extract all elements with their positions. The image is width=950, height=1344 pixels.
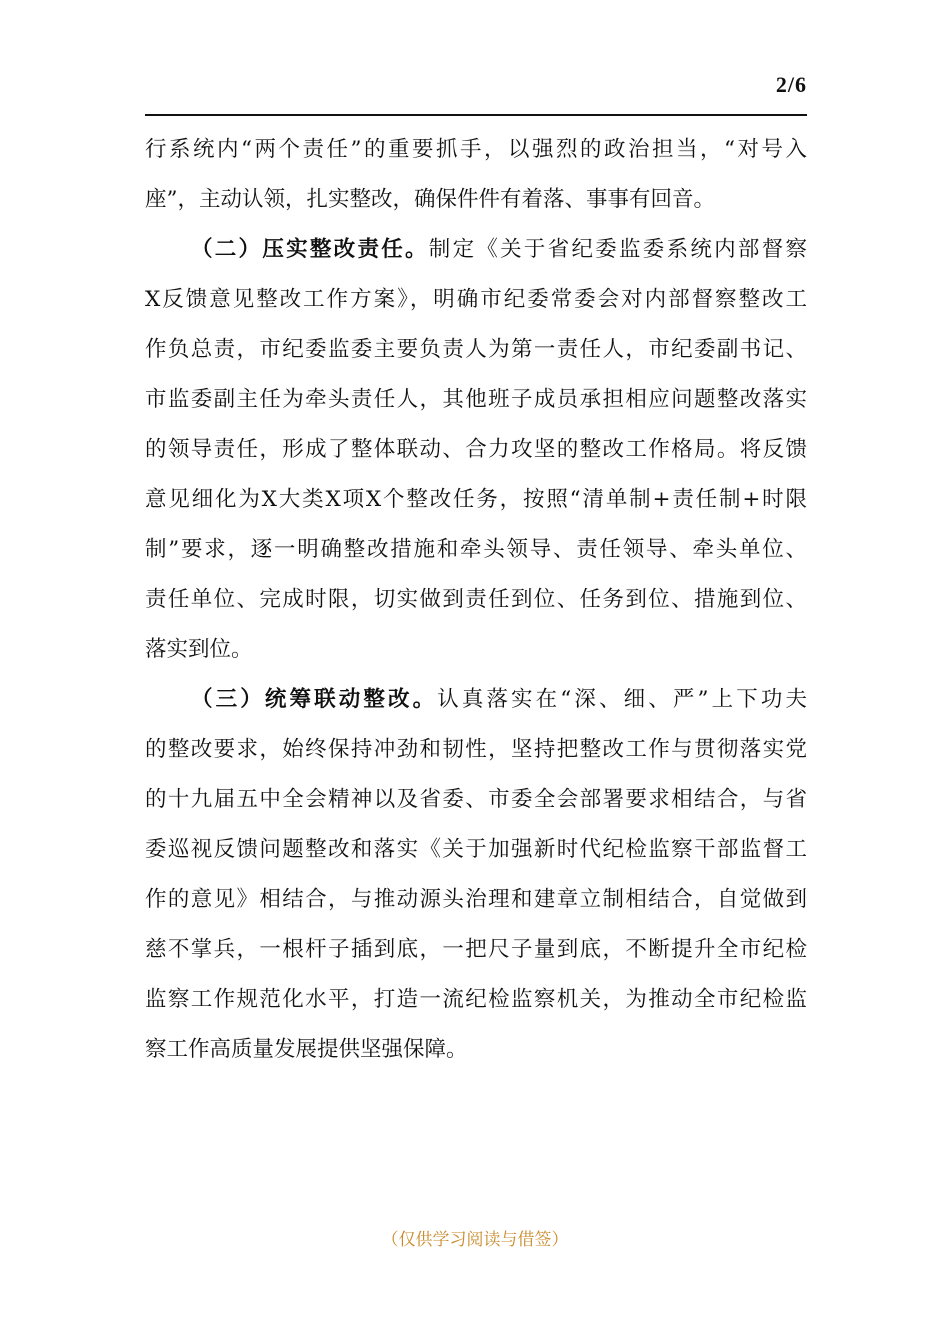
- paragraph-first-line: [145, 225, 807, 275]
- paragraph-line: 市监委副主任为牵头责任人，其他班子成员承担相应问题整改落实: [145, 387, 807, 412]
- header-divider: [145, 114, 807, 116]
- paragraph-line: 制”要求，逐一明确整改措施和牵头领导、责任领导、牵头单位、: [145, 537, 807, 562]
- section-heading: （二）压实整改责任。: [191, 237, 429, 262]
- paragraph-line: 座”，主动认领，扎实整改，确保件件有着落、事事有回音。: [145, 187, 715, 212]
- paragraph-line: 监察工作规范化水平，打造一流纪检监察机关，为推动全市纪检监: [145, 987, 807, 1012]
- paragraph-line: 委巡视反馈问题整改和落实《关于加强新时代纪检监察干部监督工: [145, 837, 807, 862]
- page-number: 2/6: [775, 72, 807, 97]
- paragraph-text: 认真落实在“深、细、严”上下功夫: [437, 687, 807, 712]
- paragraph-line: 察工作高质量发展提供坚强保障。: [145, 1037, 468, 1062]
- footer-note: （仅供学习阅读与借签）: [381, 1230, 569, 1250]
- paragraph-first-line: [145, 675, 807, 725]
- paragraph-line: X反馈意见整改工作方案》，明确市纪委常委会对内部督察整改工: [145, 287, 807, 312]
- paragraph-line: 意见细化为X大类X项X个整改任务，按照“清单制+责任制+时限: [145, 487, 807, 512]
- paragraph-line: 的整改要求，始终保持冲劲和韧性，坚持把整改工作与贯彻落实党: [145, 737, 807, 762]
- paragraph-text: 制定《关于省纪委监委系统内部督察: [428, 237, 807, 262]
- paragraph-line: 作的意见》相结合，与推动源头治理和建章立制相结合，自觉做到: [145, 887, 807, 912]
- paragraph-line: 的十九届五中全会精神以及省委、市委全会部署要求相结合，与省: [145, 787, 807, 812]
- paragraph-line: 的领导责任，形成了整体联动、合力攻坚的整改工作格局。将反馈: [145, 437, 807, 462]
- paragraph-line: 责任单位、完成时限，切实做到责任到位、任务到位、措施到位、: [145, 587, 807, 612]
- document-body: [145, 125, 807, 1075]
- paragraph-line: 作负总责，市纪委监委主要负责人为第一责任人，市纪委副书记、: [145, 337, 807, 362]
- paragraph-line: 慈不掌兵，一根杆子插到底，一把尺子量到底，不断提升全市纪检: [145, 937, 807, 962]
- paragraph-line: 落实到位。: [145, 637, 253, 662]
- section-heading: （三）统筹联动整改。: [191, 687, 438, 712]
- paragraph-line: 行系统内“两个责任”的重要抓手，以强烈的政治担当，“对号入: [145, 137, 807, 162]
